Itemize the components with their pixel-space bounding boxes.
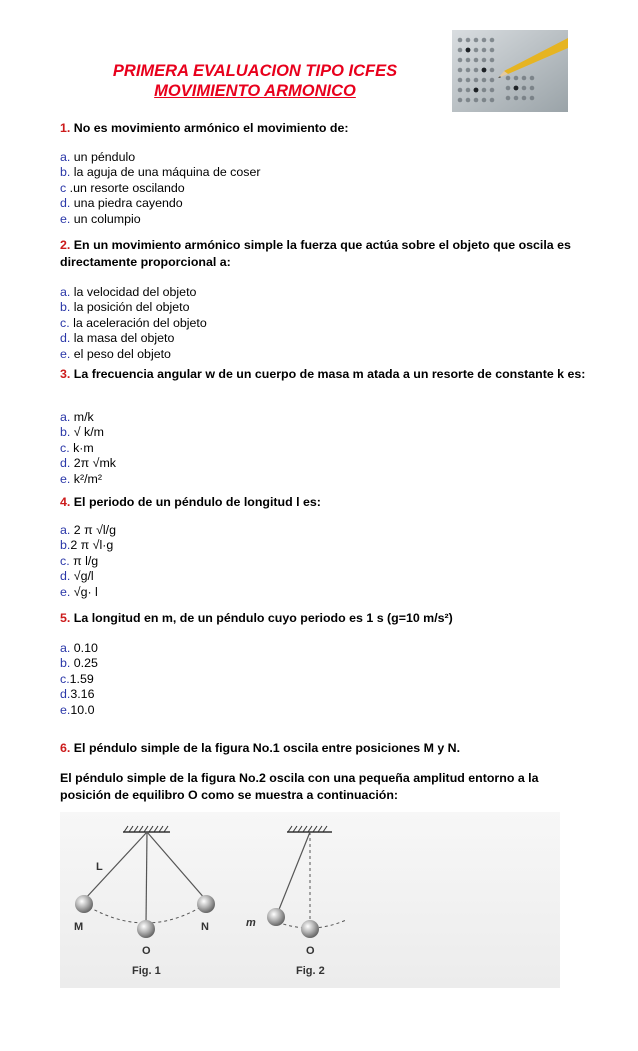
- pendulum-figure: [60, 812, 560, 988]
- question-5: [60, 610, 590, 627]
- option-text: 2π √mk: [70, 456, 116, 471]
- option-letter: d.: [60, 456, 71, 471]
- option-c: [60, 441, 116, 456]
- question-3: [60, 366, 590, 383]
- option-e: [60, 585, 116, 600]
- option-e: [60, 472, 116, 487]
- option-letter: c.: [60, 315, 70, 330]
- label-O: O: [306, 945, 315, 957]
- option-text: k·m: [69, 440, 94, 455]
- option-letter: d.: [60, 687, 71, 702]
- option-e: [60, 347, 207, 362]
- option-letter: e.: [60, 346, 71, 361]
- option-letter: c.: [60, 671, 70, 686]
- question-text: La frecuencia angular w de un cuerpo de masa m atada a un resorte de constante k es:: [73, 367, 586, 381]
- option-letter: d.: [60, 331, 71, 346]
- option-letter: a.: [60, 410, 71, 424]
- option-text: la aguja de una máquina de coser: [70, 165, 261, 180]
- option-text: π l/g: [69, 553, 99, 568]
- option-text: la masa del objeto: [70, 331, 175, 346]
- option-text: 1.59: [69, 671, 94, 686]
- question-number: 1.: [60, 121, 71, 135]
- options-2: [60, 285, 207, 362]
- question-2: [60, 237, 590, 271]
- option-b: [60, 538, 116, 553]
- option-a: [60, 150, 260, 165]
- option-letter: c.: [60, 440, 70, 455]
- question-text: En un movimiento armónico simple la fuerza que actúa sobre el objeto que oscila es directamente proporcional a:: [60, 238, 571, 269]
- answer-sheet-pencil-photo: [452, 30, 568, 112]
- label-m: m: [246, 917, 256, 929]
- option-letter: e.: [60, 702, 71, 717]
- option-text: un péndulo: [70, 150, 136, 164]
- option-d: [60, 196, 260, 211]
- document-subtitle: MOVIMIENTO ARMONICO: [154, 82, 356, 100]
- option-d: [60, 569, 116, 584]
- option-c: [60, 672, 98, 687]
- option-c: [60, 554, 116, 569]
- option-letter: d.: [60, 569, 71, 584]
- option-letter: b.: [60, 656, 71, 671]
- option-a: [60, 410, 116, 425]
- caption-fig-1: Fig. 1: [132, 965, 161, 977]
- option-letter: a.: [60, 641, 71, 655]
- caption-fig-2: Fig. 2: [296, 965, 325, 977]
- question-text: No es movimiento armónico el movimiento de:: [73, 121, 349, 135]
- option-a: [60, 285, 207, 300]
- option-text: una piedra cayendo: [70, 196, 183, 211]
- option-c: [60, 316, 207, 331]
- option-b: [60, 300, 207, 315]
- option-text: 2 π √l/g: [70, 523, 116, 537]
- label-N: N: [201, 921, 209, 933]
- option-text: k²/m²: [70, 471, 102, 486]
- option-text: 3.16: [70, 687, 95, 702]
- question-number: 3.: [60, 367, 71, 381]
- question-number: 5.: [60, 611, 71, 625]
- label-L: L: [96, 861, 103, 873]
- option-letter: c: [60, 180, 67, 195]
- question-number: 2.: [60, 238, 71, 252]
- option-text: la velocidad del objeto: [70, 285, 197, 299]
- option-b: [60, 165, 260, 180]
- option-text: la aceleración del objeto: [69, 315, 207, 330]
- question-6-continuation: El péndulo simple de la figura No.2 oscila con una pequeña amplitud entorno a la posición de equilibro O como se muestra a continuación:: [60, 771, 539, 802]
- option-c: [60, 181, 260, 196]
- option-letter: e.: [60, 471, 71, 486]
- option-b: [60, 425, 116, 440]
- option-text: 10.0: [70, 702, 95, 717]
- options-5: [60, 641, 98, 718]
- document-title: PRIMERA EVALUACION TIPO ICFES: [112, 62, 398, 80]
- question-4: [60, 494, 590, 511]
- option-letter: a.: [60, 150, 71, 164]
- option-text: 0.25: [70, 656, 98, 671]
- option-d: [60, 687, 98, 702]
- options-1: [60, 150, 260, 227]
- option-e: [60, 212, 260, 227]
- option-letter: e.: [60, 211, 71, 226]
- label-O: O: [142, 945, 151, 957]
- option-letter: b.: [60, 425, 71, 440]
- option-d: [60, 331, 207, 346]
- option-letter: b.: [60, 538, 71, 553]
- option-text: 2 π √l·g: [70, 538, 114, 553]
- label-M: M: [74, 921, 84, 933]
- option-letter: d.: [60, 196, 71, 211]
- option-letter: a.: [60, 285, 71, 299]
- option-a: [60, 523, 116, 538]
- option-letter: b.: [60, 165, 71, 180]
- option-letter: a.: [60, 523, 71, 537]
- option-e: [60, 703, 98, 718]
- option-text: la posición del objeto: [70, 300, 190, 315]
- question-text: El péndulo simple de la figura No.1 oscila entre posiciones M y N.: [73, 741, 461, 755]
- options-4: [60, 523, 116, 600]
- option-text: √g· l: [70, 584, 98, 599]
- option-d: [60, 456, 116, 471]
- option-text: √g/l: [70, 569, 94, 584]
- question-text: El periodo de un péndulo de longitud l es:: [73, 495, 321, 509]
- option-text: el peso del objeto: [70, 346, 171, 361]
- option-text: 0.10: [70, 641, 98, 655]
- option-letter: b.: [60, 300, 71, 315]
- question-number: 4.: [60, 495, 71, 509]
- option-letter: e.: [60, 584, 71, 599]
- option-letter: c.: [60, 553, 70, 568]
- question-1: [60, 120, 590, 137]
- question-6: [60, 740, 590, 757]
- option-text: m/k: [70, 410, 94, 424]
- option-b: [60, 656, 98, 671]
- option-text: .un resorte oscilando: [66, 180, 185, 195]
- question-number: 6.: [60, 741, 71, 755]
- option-text: √ k/m: [70, 425, 104, 440]
- option-text: un columpio: [70, 211, 141, 226]
- question-text: La longitud en m, de un péndulo cuyo periodo es 1 s (g=10 m/s²): [73, 611, 453, 625]
- option-a: [60, 641, 98, 656]
- options-3: [60, 410, 116, 487]
